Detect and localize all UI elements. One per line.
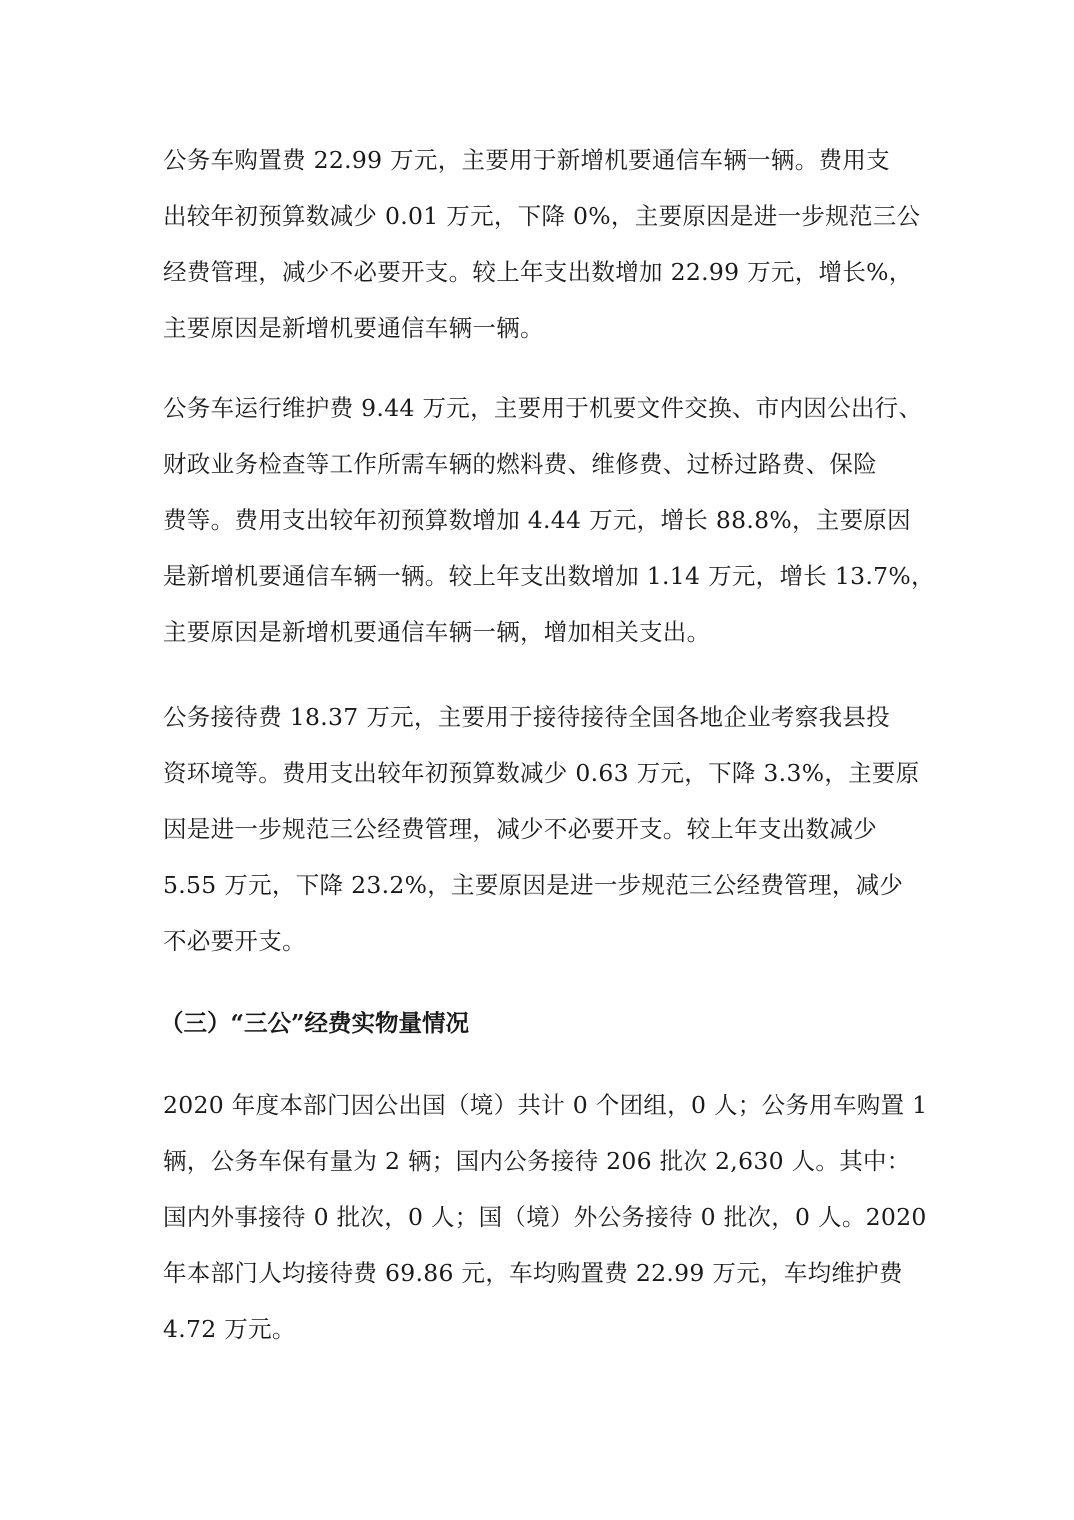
text-line: 5.55 万元，下降 23.2%，主要原因是进一步规范三公经费管理，减少 [163, 871, 904, 899]
text-line: 国内外事接待 0 批次，0 人；国（境）外公务接待 0 批次，0 人。2020 [163, 1203, 927, 1231]
section-heading: （三）“三公”经费实物量情况 [160, 1009, 470, 1037]
text-line: 资环境等。费用支出较年初预算数减少 0.63 万元，下降 3.3%，主要原 [163, 759, 920, 787]
text-line: 公务车购置费 22.99 万元，主要用于新增机要通信车辆一辆。费用支 [163, 146, 890, 174]
text-line: 公务接待费 18.37 万元，主要用于接待接待全国各地企业考察我县投 [163, 703, 890, 731]
text-line: 2020 年度本部门因公出国（境）共计 0 个团组，0 人；公务用车购置 1 [163, 1091, 928, 1119]
text-line: 因是进一步规范三公经费管理，减少不必要开支。较上年支出数减少 [163, 815, 877, 843]
text-line: 不必要开支。 [163, 927, 306, 955]
text-line: 财政业务检查等工作所需车辆的燃料费、维修费、过桥过路费、保险 [163, 450, 877, 478]
text-line: 辆，公务车保有量为 2 辆；国内公务接待 206 批次 2,630 人。其中： [163, 1147, 911, 1175]
text-line: 4.72 万元。 [163, 1315, 296, 1343]
text-line: 费等。费用支出较年初预算数增加 4.44 万元，增长 88.8%，主要原因 [163, 506, 911, 534]
text-line: 年本部门人均接待费 69.86 元，车均购置费 22.99 万元，车均维护费 [163, 1259, 903, 1287]
paragraph-vehicle-purchase [163, 132, 963, 356]
text-line: 主要原因是新增机要通信车辆一辆。 [163, 314, 544, 342]
paragraph-reception [163, 689, 963, 969]
text-line: 主要原因是新增机要通信车辆一辆，增加相关支出。 [163, 618, 711, 646]
paragraph-physical-quantity [163, 1077, 963, 1357]
text-line: 公务车运行维护费 9.44 万元，主要用于机要文件交换、市内因公出行、 [163, 394, 923, 422]
text-line: 经费管理，减少不必要开支。较上年支出数增加 22.99 万元，增长%， [163, 258, 913, 286]
paragraph-vehicle-maintenance [163, 380, 963, 660]
text-line: 是新增机要通信车辆一辆。较上年支出数增加 1.14 万元，增长 13.7%， [163, 562, 935, 590]
text-line: 出较年初预算数减少 0.01 万元，下降 0%，主要原因是进一步规范三公 [163, 202, 921, 230]
